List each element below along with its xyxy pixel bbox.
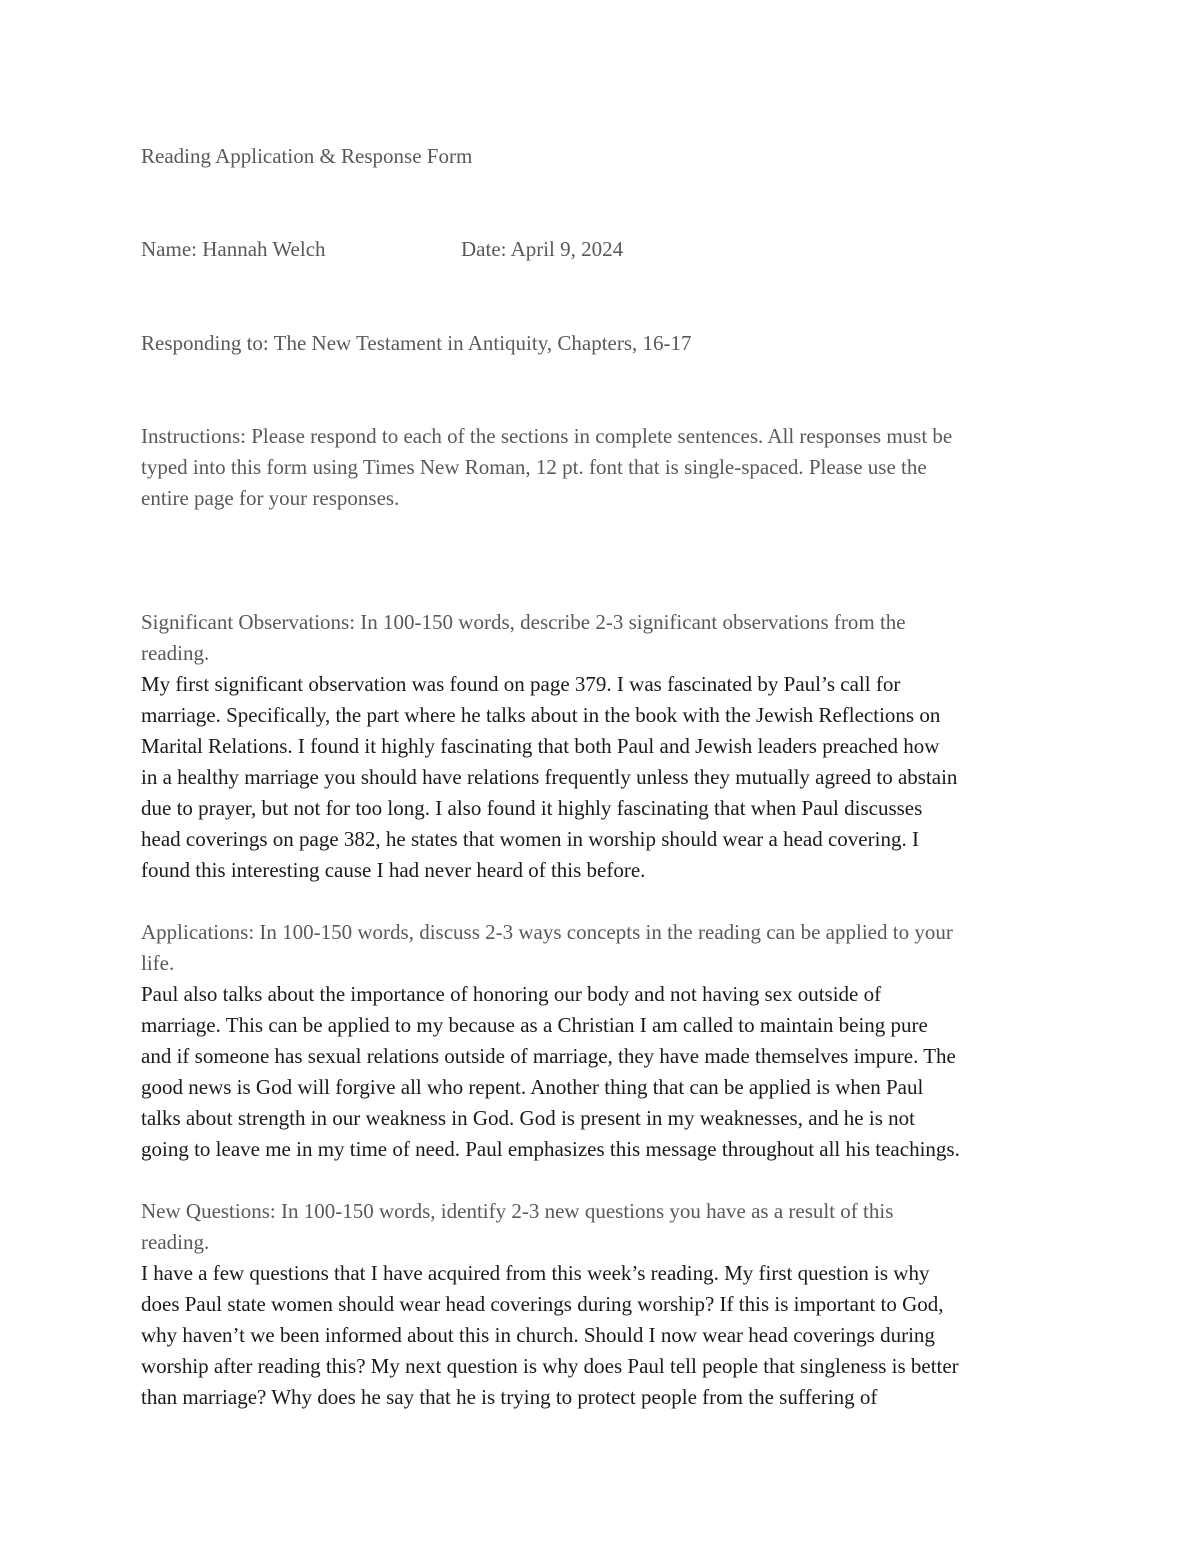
name-field: Name: Hannah Welch bbox=[141, 237, 326, 261]
instructions-paragraph bbox=[141, 421, 1071, 514]
responding-to-line: Responding to: The New Testament in Antiquity, Chapters, 16-17 bbox=[141, 331, 692, 355]
prompt-line: reading. bbox=[141, 641, 210, 665]
response-line: worship after reading this? My next question is why does Paul tell people that singleness is better bbox=[141, 1354, 959, 1378]
response-line: talks about strength in our weakness in God. God is present in my weaknesses, and he is not bbox=[141, 1106, 915, 1130]
applications-prompt bbox=[141, 917, 1071, 979]
response-line: does Paul state women should wear head coverings during worship? If this is important to God, bbox=[141, 1292, 944, 1316]
response-line: due to prayer, but not for too long. I also found it highly fascinating that when Paul discusses bbox=[141, 796, 923, 820]
response-line: found this interesting cause I had never heard of this before. bbox=[141, 858, 646, 882]
date-field: Date: April 9, 2024 bbox=[461, 237, 624, 261]
form-title: Reading Application & Response Form bbox=[141, 144, 473, 168]
new-questions-prompt bbox=[141, 1196, 1071, 1258]
response-line: My first significant observation was found on page 379. I was fascinated by Paul’s call for bbox=[141, 672, 901, 696]
instructions-line: entire page for your responses. bbox=[141, 486, 400, 510]
prompt-line: life. bbox=[141, 951, 175, 975]
prompt-line: Significant Observations: In 100-150 words, describe 2-3 significant observations from the bbox=[141, 610, 906, 634]
prompt-line: reading. bbox=[141, 1230, 210, 1254]
observations-prompt bbox=[141, 607, 1071, 669]
observations-response bbox=[141, 669, 1071, 886]
prompt-line: New Questions: In 100-150 words, identify 2-3 new questions you have as a result of this bbox=[141, 1199, 894, 1223]
response-line: in a healthy marriage you should have relations frequently unless they mutually agreed to abstain bbox=[141, 765, 958, 789]
response-line: I have a few questions that I have acquired from this week’s reading. My first question is why bbox=[141, 1261, 930, 1285]
prompt-line: Applications: In 100-150 words, discuss 2-3 ways concepts in the reading can be applied to your bbox=[141, 920, 953, 944]
response-line: why haven’t we been informed about this in church. Should I now wear head coverings during bbox=[141, 1323, 935, 1347]
applications-response bbox=[141, 979, 1071, 1165]
response-line: good news is God will forgive all who repent. Another thing that can be applied is when Paul bbox=[141, 1075, 924, 1099]
response-line: Marital Relations. I found it highly fascinating that both Paul and Jewish leaders preached how bbox=[141, 734, 940, 758]
response-line: than marriage? Why does he say that he is trying to protect people from the suffering of bbox=[141, 1385, 878, 1409]
response-line: going to leave me in my time of need. Paul emphasizes this message throughout all his teachings. bbox=[141, 1137, 960, 1161]
response-line: and if someone has sexual relations outside of marriage, they have made themselves impure. The bbox=[141, 1044, 956, 1068]
instructions-line: Instructions: Please respond to each of the sections in complete sentences. All responses must be bbox=[141, 424, 953, 448]
response-line: marriage. This can be applied to my because as a Christian I am called to maintain being pure bbox=[141, 1013, 928, 1037]
instructions-line: typed into this form using Times New Roman, 12 pt. font that is single-spaced. Please use the bbox=[141, 455, 927, 479]
response-line: Paul also talks about the importance of honoring our body and not having sex outside of bbox=[141, 982, 882, 1006]
response-line: marriage. Specifically, the part where he talks about in the book with the Jewish Reflections on bbox=[141, 703, 941, 727]
response-line: head coverings on page 382, he states that women in worship should wear a head covering. I bbox=[141, 827, 919, 851]
new-questions-response bbox=[141, 1258, 1071, 1413]
